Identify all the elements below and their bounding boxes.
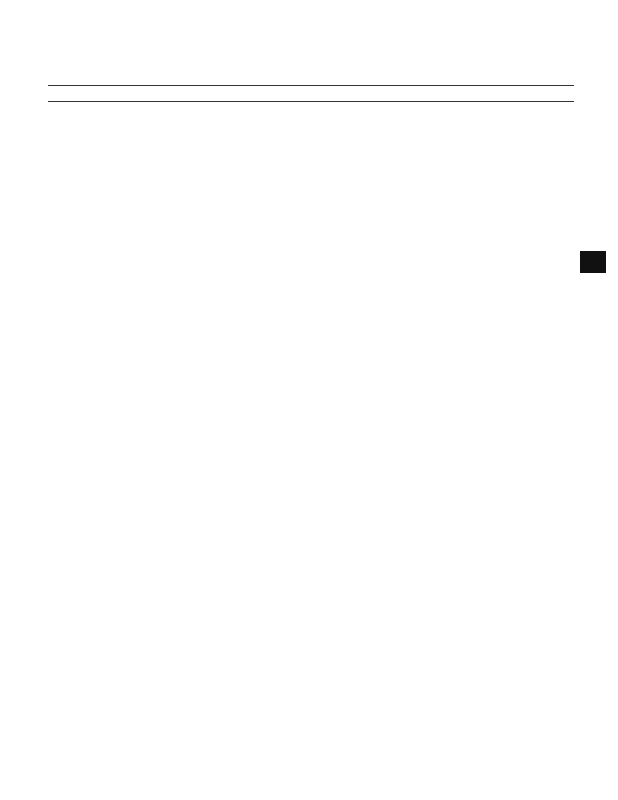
header-rule (48, 85, 574, 86)
method-rule (48, 101, 574, 102)
section-tab (580, 251, 606, 273)
